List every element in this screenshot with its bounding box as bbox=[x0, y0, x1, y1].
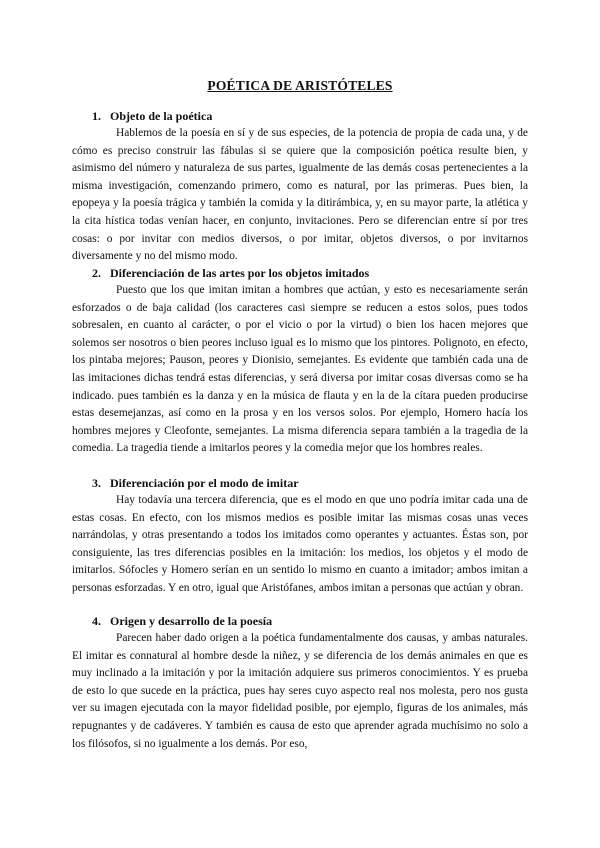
section-number: 1. bbox=[92, 109, 101, 123]
section-number: 2. bbox=[92, 266, 101, 280]
section-body: Hablemos de la poesía en sí y de sus especies, de la potencia de propia de cada una, y de cómo es preciso construir las fábulas si se quiere que la composición poética resulte bien, y asimismo del número y naturaleza de sus partes, igualmente de las demás cosas pertenecientes a la misma investigación, comenzando primero, como es natural, por las primeras. Pues bien, la epopeya y la poesía trágica y también la comida y la ditirámbica, y, en su mayor parte, la atlética y la cita hística todas venían hacer, en conjunto, invitaciones. Pero se diferencian entre sí por tres cosas: o por invitar con medios diversos, o por imitar, objetos diversos, o por invitarnos diversamente y no del mismo modo. bbox=[72, 127, 528, 263]
section-number: 3. bbox=[92, 476, 101, 490]
section-body: Hay todavía una tercera diferencia, que es el modo en que uno podría imitar cada una de estas cosas. En efecto, con los mismos medios es posible imitar las mismas cosas unas veces narrándolas, y otras presentando a todos los imitados como operantes y actuantes. Éstas son, por consiguiente, las tres diferencias posibles en la imitación: los medios, los objetos y el modo de imitarlos. Sófocles y Homero serían en un sentido lo mismo en cuanto a imitador; ambos imitan a personas esforzadas. Y en otro, igual que Aristófanes, ambos imitan a personas que actúan y obran. bbox=[72, 494, 528, 594]
section-heading bbox=[72, 475, 528, 492]
section-diferenciacion-por-objetos bbox=[72, 265, 528, 458]
section-heading-text: Diferenciación de las artes por los objetos imitados bbox=[110, 266, 370, 280]
section-heading bbox=[72, 265, 528, 282]
section-objeto-de-la-poetica bbox=[72, 108, 528, 266]
section-heading bbox=[72, 613, 528, 630]
section-body: Puesto que los que imitan imitan a hombres que actúan, y esto es necesariamente serán esforzados o de baja calidad (los caracteres casi siempre se reducen a estos solos, pues todos sobresalen, en cuanto al carácter, o por el vicio o por la virtud) o bien los hacen mejores que solemos ser nosotros o bien peores incluso igual es lo mismo que los pintores. Polignoto, en efecto, los pintaba mejores; Pauson, peores y Dionisio, semejantes. Es evidente que también cada una de las imitaciones dichas tendrá estas diferencias, y será diversa por imitar cosas diversas como se ha indicado. pues también es la danza y en la música de flauta y en la de la cítara pueden producirse estas desemejanzas, así como en la prosa y en los versos solos. Por ejemplo, Homero hacía los hombres mejores y Cleofonte, semejantes. La misma diferencia separa también a la tragedia de la comedia. La tragedia tiende a imitarlos peores y la comedia mejor que los hombres reales. bbox=[72, 284, 528, 455]
section-heading-text: Diferenciación por el modo de imitar bbox=[110, 476, 299, 490]
section-heading-text: Objeto de la poética bbox=[110, 109, 213, 123]
section-heading bbox=[72, 108, 528, 125]
section-origen-y-desarrollo bbox=[72, 613, 528, 753]
section-body: Parecen haber dado origen a la poética fundamentalmente dos causas, y ambas naturales. El imitar es connatural al hombre desde la niñez, y se diferencia de los demás animales en que es muy inclinado a la imitación y por la imitación adquiere sus primeros conocimientos. Y es prueba de esto lo que sucede en la práctica, pues hay seres cuyo aspecto real nos molesta, pero nos gusta ver su imagen ejecutada con la mayor fidelidad posible, por ejemplo, figuras de los animales, más repugnantes y de cadáveres. Y también es causa de esto que aprender agrada muchísimo no solo a los filósofos, si no igualmente a los demás. Por eso, bbox=[72, 632, 528, 750]
document-title: POÉTICA DE ARISTÓTELES bbox=[207, 78, 393, 93]
section-heading-text: Origen y desarrollo de la poesía bbox=[110, 614, 273, 628]
section-diferenciacion-por-modo bbox=[72, 475, 528, 598]
section-number: 4. bbox=[92, 614, 101, 628]
